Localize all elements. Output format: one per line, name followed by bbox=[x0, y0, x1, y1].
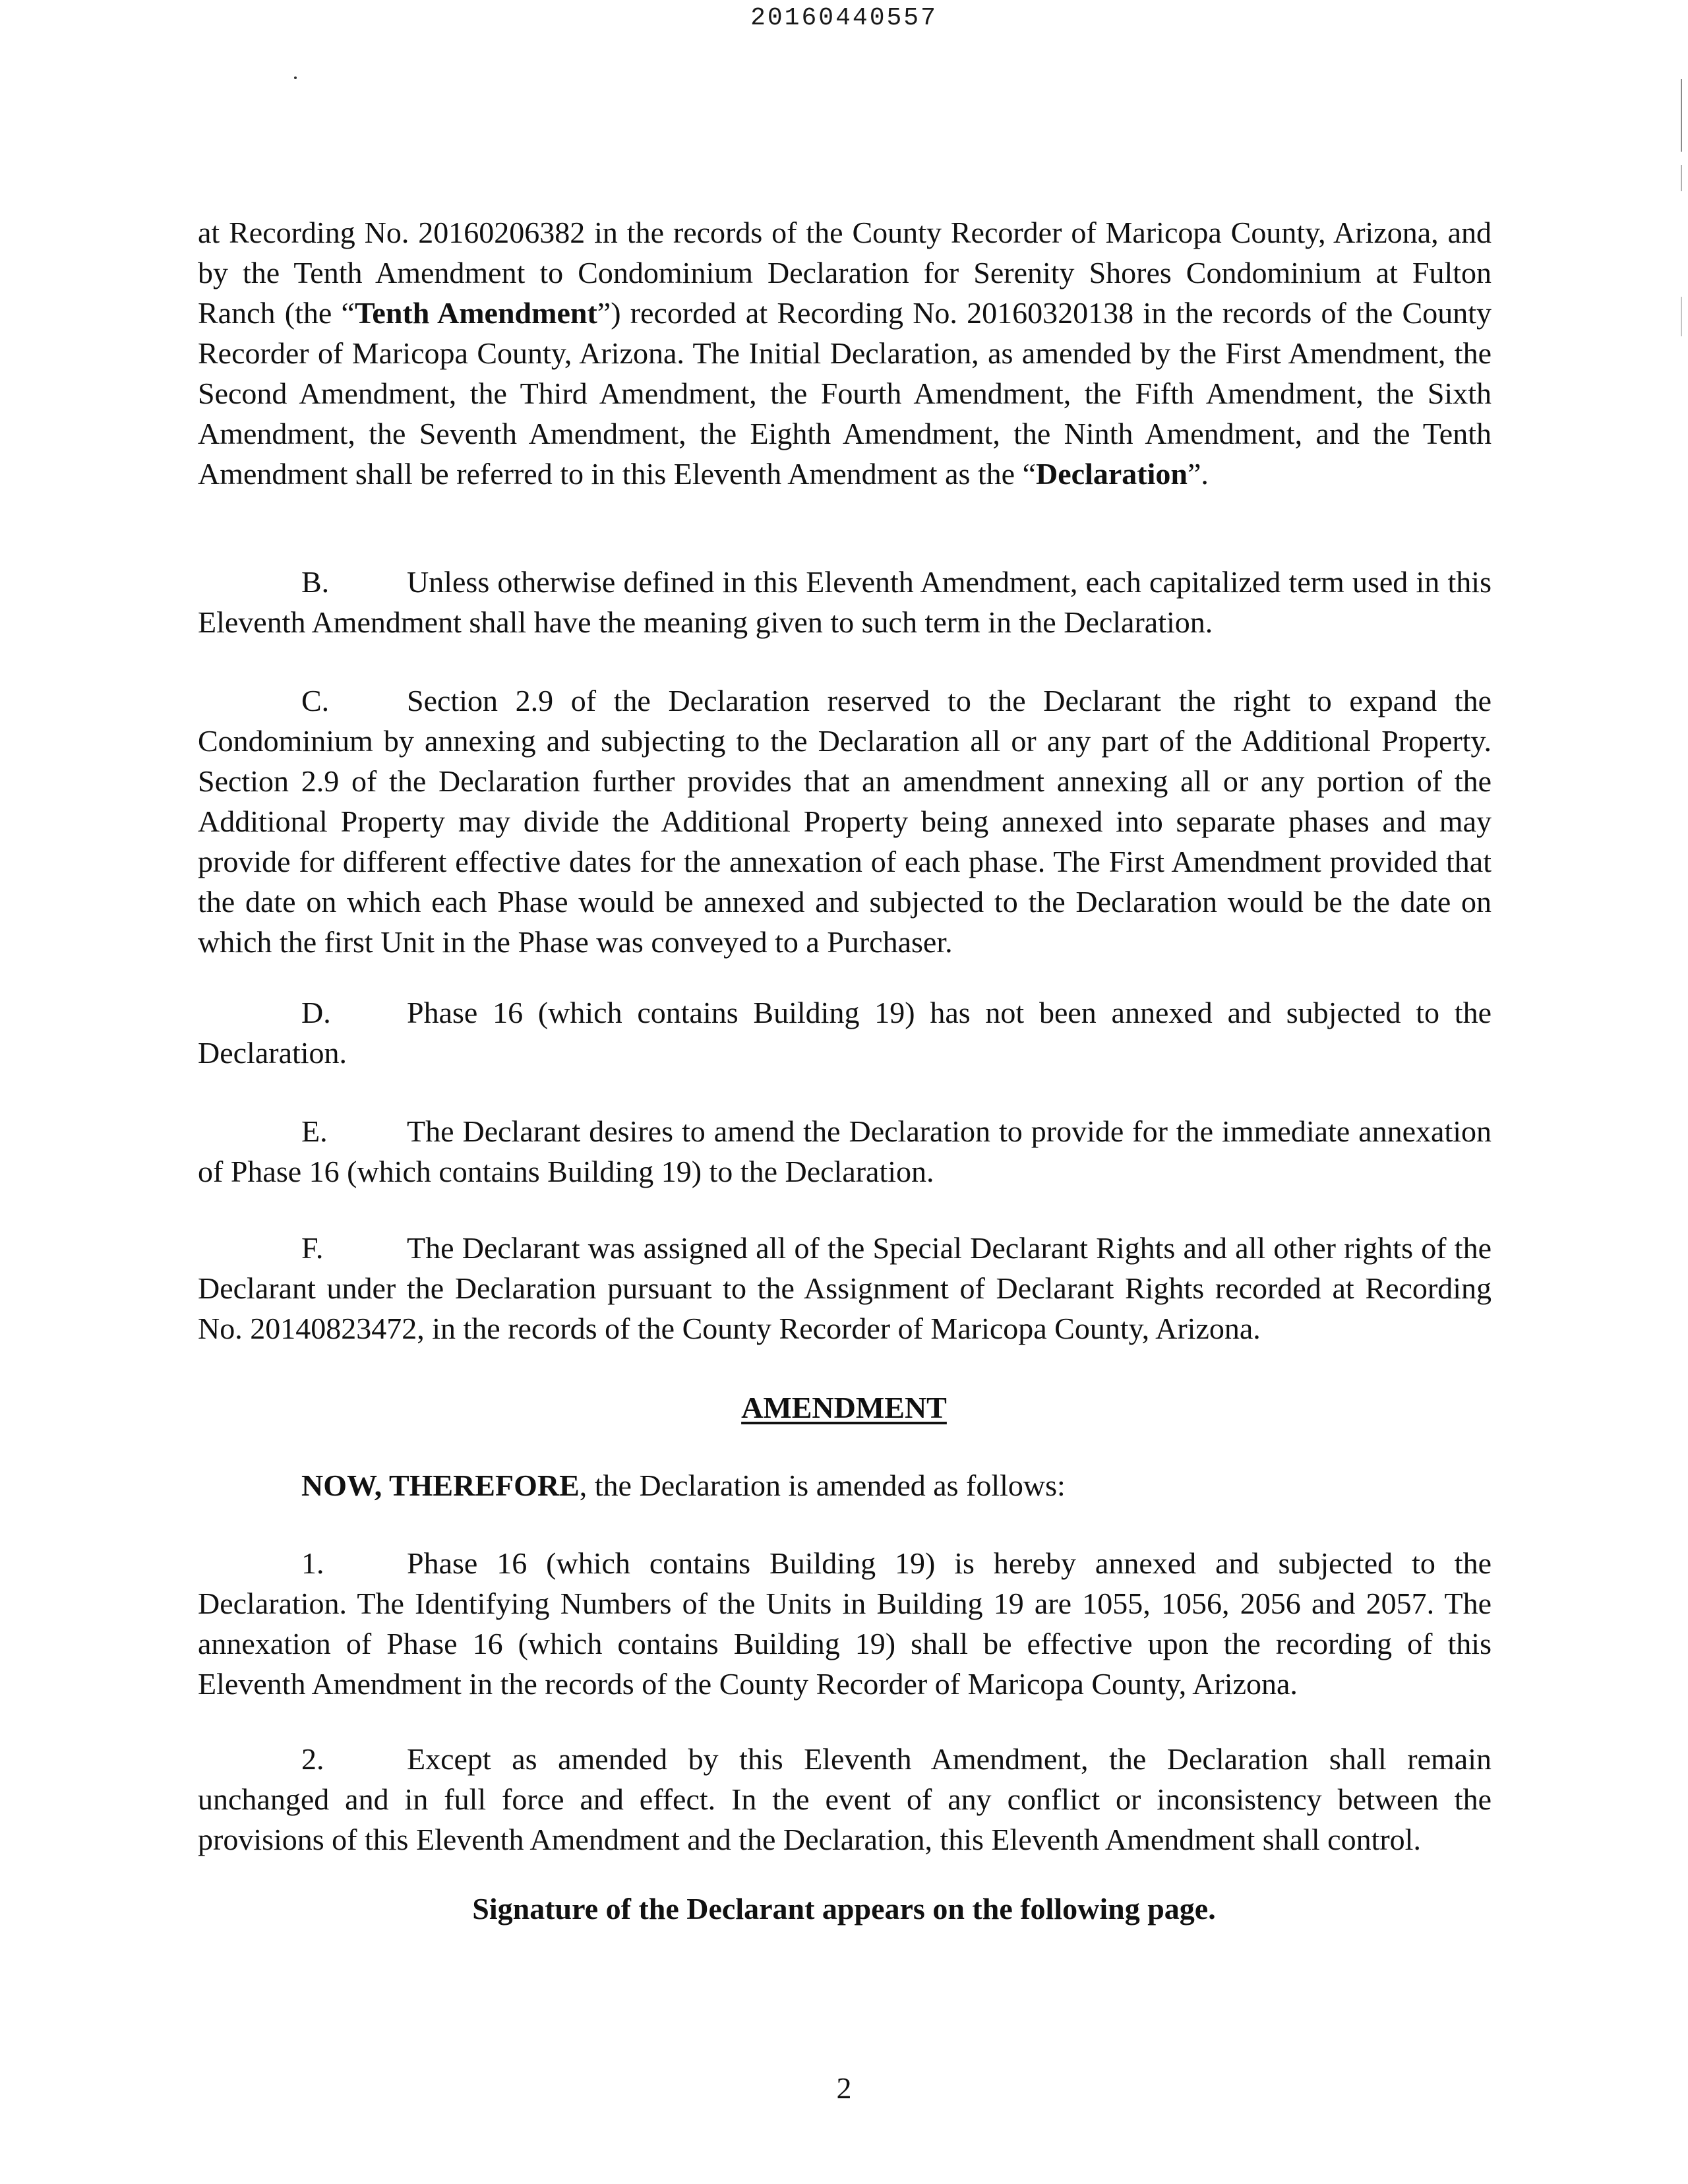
scan-speck bbox=[294, 76, 297, 79]
recital-a-continuation bbox=[198, 212, 1492, 494]
intro-text: ”) recorded at Recording No. 20160320138 in the records of the County Recorder of Maricopa County, Arizona. The Initial Declaration, as amended by the First Amendment, the Second Amendment, the Third Amendment, the Fourth Amendment, the Fifth Amendment, the Sixth Amendment, the Seventh Amendment, the Eighth Amendment, the Ninth Amendment, and the Tenth Amendment shall be referred to in this Eleventh Amendment as the “ bbox=[198, 296, 1492, 491]
amendment-item-1 bbox=[198, 1543, 1492, 1704]
amendment-item-text: Except as amended by this Eleventh Amendment, the Declaration shall remain unchanged and in full force and effect. In the event of any conflict or inconsistency between the provisions of this Eleventh Amendment and the Declaration, this Eleventh Amendment shall control. bbox=[198, 1742, 1492, 1856]
recital-text: Unless otherwise defined in this Eleventh Amendment, each capitalized term used in this Eleventh Amendment shall have the meaning given to such term in the Declaration. bbox=[198, 565, 1492, 639]
recital-text: The Declarant desires to amend the Declaration to provide for the immediate annexation of Phase 16 (which contains Building 19) to the Declaration. bbox=[198, 1114, 1492, 1188]
scan-edge-mark bbox=[1681, 79, 1682, 152]
intro-text: at Recording No. 20160206382 in the records of the County Recorder of Maricopa County, Arizona, and by the Tenth Amendment to Condominium Declaration for Serenity Shores Condominium at Fulton Ranch (the “ bbox=[198, 216, 1492, 330]
amendment-heading: AMENDMENT bbox=[741, 1391, 947, 1424]
recital-b bbox=[198, 562, 1492, 642]
recital-label: D. bbox=[301, 996, 331, 1029]
recital-text: The Declarant was assigned all of the Special Declarant Rights and all other rights of the Declarant under the Declaration pursuant to the Assignment of Declarant Rights recorded at Recording No. 20140823472, in the records of the County Recorder of Maricopa County, Arizona. bbox=[198, 1231, 1492, 1345]
defined-term-declaration: Declaration bbox=[1036, 457, 1188, 491]
recital-label: F. bbox=[301, 1231, 324, 1265]
defined-term-tenth-amendment: Tenth Amendment bbox=[354, 296, 597, 330]
scan-edge-mark bbox=[1681, 165, 1682, 191]
recital-text: Section 2.9 of the Declaration reserved to the Declarant the right to expand the Condominium by annexing and subjecting to the Declaration all or any part of the Additional Property. Section 2.9 of the Declaration further provides that an amendment annexing all or any portion of the Additional Property may divide the Additional Property being annexed into separate phases and may provide for different effective dates for the annexation of each phase. The First Amendment provided that the date on which each Phase would be annexed and subjected to the Declaration would be the date on which the first Unit in the Phase was conveyed to a Purchaser. bbox=[198, 684, 1492, 959]
recording-number: 20160440557 bbox=[750, 4, 938, 32]
amendment-item-label: 2. bbox=[301, 1742, 324, 1776]
page-number: 2 bbox=[836, 2071, 852, 2105]
recital-e bbox=[198, 1111, 1492, 1192]
recital-label: C. bbox=[301, 684, 330, 717]
recital-f bbox=[198, 1228, 1492, 1349]
signature-note: Signature of the Declarant appears on the following page. bbox=[472, 1892, 1216, 1926]
amendment-lead bbox=[301, 1465, 1066, 1505]
recital-d bbox=[198, 992, 1492, 1073]
recital-label: B. bbox=[301, 565, 330, 599]
amendment-item-text: Phase 16 (which contains Building 19) is hereby annexed and subjected to the Declaration. The Identifying Numbers of the Units in Building 19 are 1055, 1056, 2056 and 2057. The annexation of Phase 16 (which contains Building 19) shall be effective upon the recording of this Eleventh Amendment in the records of the County Recorder of Maricopa County, Arizona. bbox=[198, 1546, 1492, 1701]
scan-edge-mark bbox=[1681, 297, 1682, 336]
recital-c bbox=[198, 681, 1492, 962]
recital-text: Phase 16 (which contains Building 19) has not been annexed and subjected to the Declaration. bbox=[198, 996, 1492, 1070]
amendment-lead-bold: NOW, THEREFORE bbox=[301, 1469, 580, 1502]
amendment-item-2 bbox=[198, 1739, 1492, 1860]
intro-text: ”. bbox=[1187, 457, 1209, 491]
amendment-lead-text: , the Declaration is amended as follows: bbox=[579, 1469, 1066, 1502]
amendment-item-label: 1. bbox=[301, 1546, 324, 1580]
recital-label: E. bbox=[301, 1114, 328, 1148]
